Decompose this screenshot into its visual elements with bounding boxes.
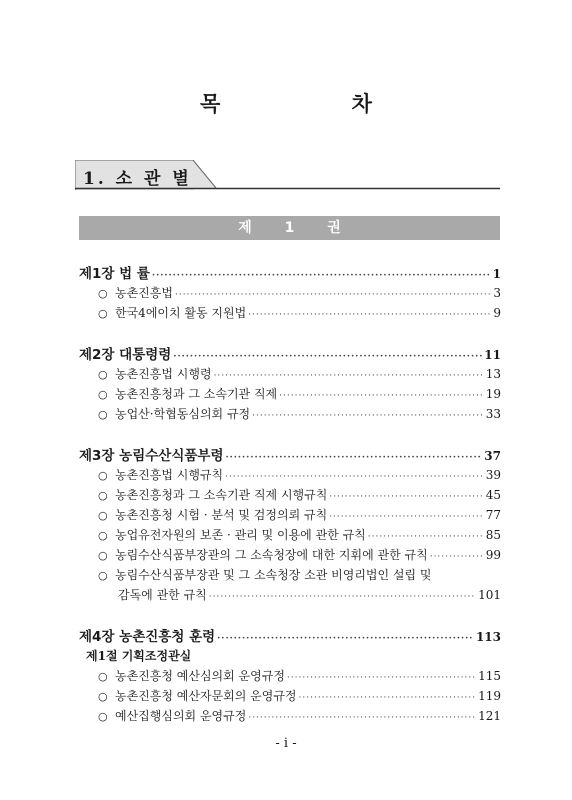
entry-title: 농촌진흥청과 그 소속기관 직제 시행규칙 [115,488,328,502]
chapter-row[interactable] [79,444,501,466]
toc-entry[interactable] [79,707,501,727]
dot-leader [430,552,484,562]
toc-entry[interactable] [79,466,501,486]
dot-leader [175,290,491,300]
toc-entry[interactable] [79,566,501,586]
section-heading-tab [75,160,500,190]
toc-entry[interactable] [79,385,501,405]
page-number: 101 [478,588,501,602]
dot-leader [287,673,476,683]
entry-title: 농촌진흥청 시험 · 분석 및 검정의뢰 규칙 [115,508,328,522]
dot-leader [173,352,482,362]
chapter-row[interactable] [79,625,501,647]
dot-leader [226,453,483,463]
circle-bullet-icon: ○ [98,469,108,482]
page-number: 1 [492,267,501,281]
subsection-title[interactable] [79,647,501,667]
toc-entry[interactable] [79,304,501,324]
spacer [79,606,501,625]
toc-entry[interactable] [79,506,501,526]
entry-title: 농촌진흥법 시행령 [115,367,212,381]
entry-title: 농촌진흥청 예산심의회 운영규정 [115,669,285,683]
entry-title: 농촌진흥청 예산자문회의 운영규정 [115,689,297,703]
dot-leader [299,693,477,703]
subsection-label: 제1절 기획조정관실 [86,649,192,663]
toc-entry[interactable] [79,486,501,506]
circle-bullet-icon: ○ [98,529,108,542]
entry-title: 한국4에이치 활동 지원법 [115,306,247,320]
toc-entry[interactable] [79,667,501,687]
chapter-title: 제3장 농림수산식품부령 [79,448,224,464]
entry-title: 농림수산식품부장관 및 그 소속청장 소관 비영리법인 설립 및 [115,568,432,582]
dot-leader [248,713,476,723]
dot-leader [279,391,484,401]
chapter-title: 제4장 농촌진흥청 훈령 [79,629,216,645]
circle-bullet-icon: ○ [98,509,108,522]
entry-title: 농촌진흥법 [115,286,173,300]
toc-entry[interactable] [79,365,501,385]
page-number: 121 [478,709,501,723]
page-number: 3 [493,286,501,300]
page-number: 77 [485,508,501,522]
page-number: 85 [485,528,501,542]
dot-leader [225,472,484,482]
chapter-title: 제1장 법 률 [79,266,150,282]
dot-leader [329,492,483,502]
circle-bullet-icon: ○ [98,307,108,320]
entry-title: 농업산·학협동심의회 규정 [115,407,251,421]
entry-title: 농업유전자원의 보존 · 관리 및 이용에 관한 규칙 [115,528,366,542]
toc-entry[interactable] [79,687,501,707]
dot-leader [152,271,491,281]
circle-bullet-icon: ○ [98,549,108,562]
chapter-row[interactable] [79,343,501,365]
toc-entry[interactable] [79,284,501,304]
chapter-row[interactable] [79,262,501,284]
section-heading-label: 1. 소 관 별 [83,169,192,189]
page-number: 37 [484,449,501,463]
circle-bullet-icon: ○ [98,670,108,683]
page-number: 9 [493,306,501,320]
circle-bullet-icon: ○ [98,489,108,502]
chapter-title: 제2장 대통령령 [79,347,172,363]
circle-bullet-icon: ○ [98,710,108,723]
toc-entry-continuation[interactable] [79,586,501,606]
entry-title-continuation: 감독에 관한 규칙 [118,588,207,602]
dot-leader [214,371,484,381]
circle-bullet-icon: ○ [98,287,108,300]
page-title: 목 차 [200,91,434,116]
dot-leader [368,532,484,542]
page-number: 33 [485,407,501,421]
page-number: 99 [485,548,501,562]
page-number: 39 [485,468,501,482]
dot-leader [329,512,484,522]
page-number: 115 [478,669,501,683]
entry-title: 농촌진흥법 시행규칙 [115,468,224,482]
page-footer: - i - [275,736,297,751]
circle-bullet-icon: ○ [98,368,108,381]
toc-entry[interactable] [79,405,501,425]
page-number: 13 [485,367,501,381]
toc-entry[interactable] [79,546,501,566]
circle-bullet-icon: ○ [98,690,108,703]
page-number: 19 [485,387,501,401]
page-number: 113 [475,630,501,644]
page-number: 119 [478,689,501,703]
circle-bullet-icon: ○ [98,388,108,401]
dot-leader [252,411,484,421]
page-number: 45 [485,488,501,502]
dot-leader [217,634,474,644]
spacer [79,425,501,444]
entry-title: 농림수산식품부장관의 그 소속청장에 대한 지휘에 관한 규칙 [115,548,428,562]
spacer [79,324,501,343]
table-of-contents [79,262,501,727]
circle-bullet-icon: ○ [98,569,108,582]
volume-bar: 제 1 권 [79,216,500,240]
dot-leader [209,592,476,602]
entry-title: 예산집행심의회 운영규정 [115,709,247,723]
entry-title: 농촌진흥청과 그 소속기관 직제 [115,387,278,401]
toc-entry[interactable] [79,526,501,546]
page-number: 11 [484,348,501,362]
circle-bullet-icon: ○ [98,408,108,421]
dot-leader [248,310,491,320]
